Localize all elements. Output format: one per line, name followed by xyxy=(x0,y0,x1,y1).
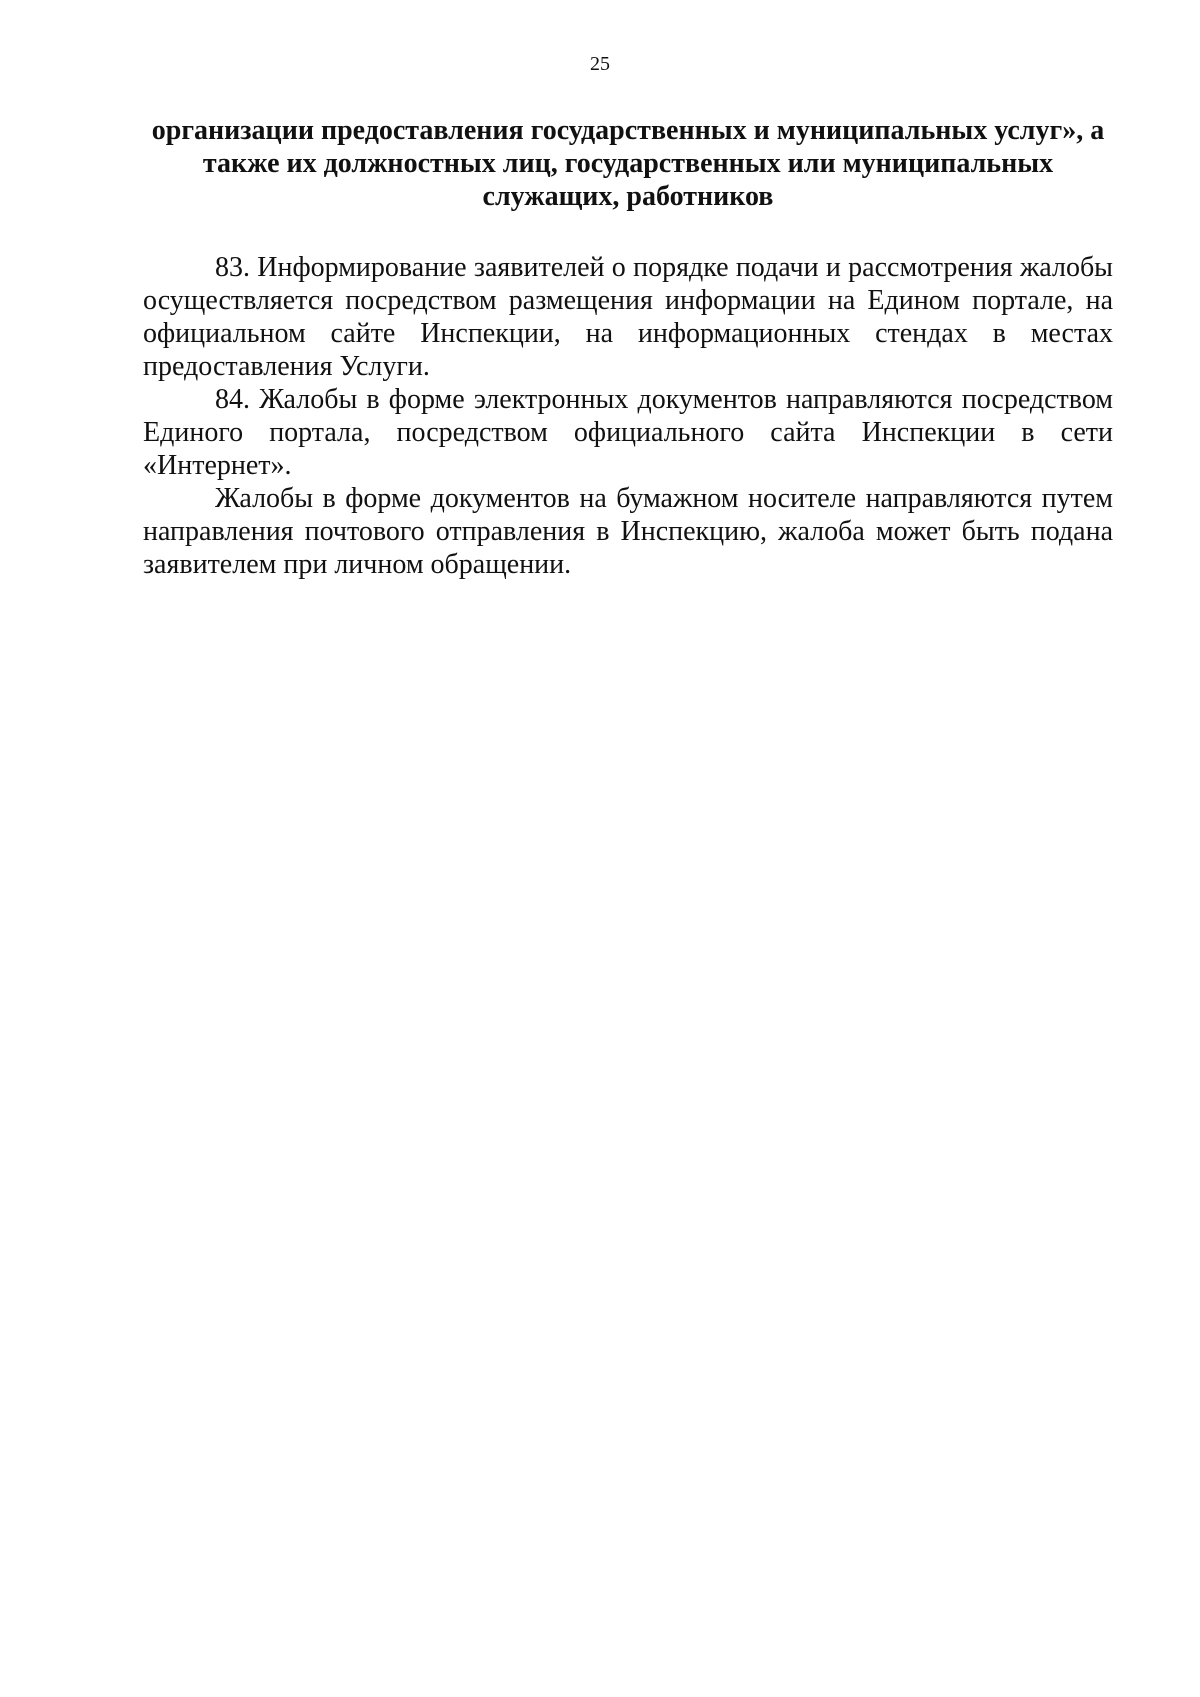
heading-line-2: также их должностных лиц, государственных или муниципальных xyxy=(202,148,1054,179)
paragraph-83: 83. Информирование заявителей о порядке подачи и рассмотрения жалобы осуществляется посредством размещения информации на Едином портале, на официальном сайте Инспекции, на информационных стендах в местах предоставления Услуги. xyxy=(143,252,1113,382)
heading-line-1: организации предоставления государственных и муниципальных услуг», а xyxy=(151,115,1105,146)
section-heading xyxy=(143,114,1113,213)
paragraph-84: 84. Жалобы в форме электронных документов направляются посредством Единого портала, посредством официального сайта Инспекции в сети «Интернет». xyxy=(143,384,1113,481)
document-content xyxy=(143,114,1113,581)
paragraph-paper-complaints: Жалобы в форме документов на бумажном носителе направляются путем направления почтового отправления в Инспекцию, жалоба может быть подана заявителем при личном обращении. xyxy=(143,483,1113,580)
heading-line-3: служащих, работников xyxy=(482,181,774,212)
body-text xyxy=(143,251,1113,581)
page-number: 25 xyxy=(590,53,610,75)
